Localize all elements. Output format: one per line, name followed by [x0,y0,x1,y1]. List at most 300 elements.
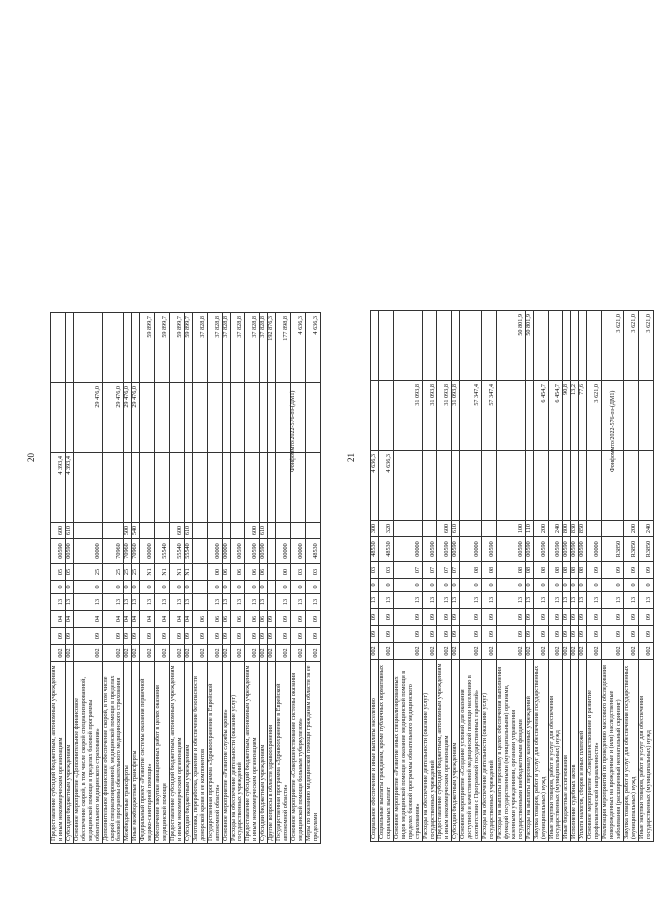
direction-code: 00590 [548,537,563,562]
item-name: Основное мероприятие «Дополнительное финансовое обеспечение скорой, в том числе скорой специализированной, медицинской помощи в пределах базовой программы обязательного медицинского страхования» [73,662,102,844]
amount: 4 636,3 [305,313,320,383]
subprogram-code: 0 [140,581,155,594]
subsection-code: 04 [155,611,170,628]
program-code: 13 [393,592,422,609]
grbs-code: 002 [548,643,563,660]
subprogram-code: 0 [563,579,571,592]
amount: 4 636,3 [291,313,306,383]
amount [638,381,653,451]
expense-type-code: 240 [548,521,563,537]
grbs-code: 002 [460,643,482,660]
subprogram-code: 0 [65,581,73,594]
subsection-code: 09 [602,609,624,626]
direction-code: 00590 [230,539,245,564]
direction-code: 00590 [452,537,460,562]
grbs-code: 002 [422,643,437,660]
direction-code: 00590 [525,537,533,562]
expense-type-code [155,523,170,539]
amount [482,451,497,521]
amount: 31 093,8 [393,381,422,451]
subprogram-code: 0 [207,581,222,594]
activity-code: 07 [452,562,460,579]
section-code: 09 [422,626,437,643]
subsection-code: 09 [437,609,452,626]
amount: 31 093,8 [422,381,437,451]
amount: 90,8 [563,381,571,451]
amount [587,311,602,381]
item-name: Иные бюджетные ассигнования [563,660,571,842]
amount [102,453,124,523]
grbs-code: 002 [184,645,192,662]
item-name: Расходы на обеспечение деятельности (оказание услуг) государственных учреждений [422,660,437,842]
table-row [638,311,653,842]
section-code: 09 [393,626,422,643]
section-code: 09 [291,628,306,645]
program-code: 13 [533,592,548,609]
subsection-code: 09 [571,609,579,626]
direction-code: 00590 [51,539,66,564]
activity-code: 08 [563,562,571,579]
activity-code: 06 [222,564,230,581]
amount [305,453,320,523]
activity-code: N1 [155,564,170,581]
program-code [268,594,276,611]
direction-code: 48530 [371,537,379,562]
expense-type-code: 610 [65,523,73,539]
direction-code [268,539,276,564]
item-name: Основное мероприятие «Развитие службы крови» [222,662,230,844]
program-code: 13 [563,592,571,609]
activity-code: 03 [291,564,306,581]
subsection-code: 09 [460,609,482,626]
amount [563,311,571,381]
subsection-code: 04 [170,611,185,628]
expense-type-code [140,523,155,539]
amount [525,381,533,451]
subprogram-code: 0 [222,581,230,594]
section-code: 09 [222,628,230,645]
activity-code: 00 [276,564,291,581]
subprogram-code: 0 [587,579,602,592]
table-row [51,313,66,844]
document-page-21 [320,0,652,902]
section-code: 09 [102,628,124,645]
subprogram-code: 0 [437,579,452,592]
table-row [73,313,102,844]
grbs-code: 002 [496,643,525,660]
program-code: 13 [579,592,587,609]
amount [51,313,66,383]
expense-type-code [602,521,624,537]
subprogram-code: 0 [496,579,525,592]
subsection-code: 09 [533,609,548,626]
item-name: Исполнение судебных актов [571,660,579,842]
page-number: 21 [346,453,356,462]
grbs-code: 002 [291,645,306,662]
subprogram-code: 0 [305,581,320,594]
table-row [192,313,207,844]
direction-code: 00000 [587,537,602,562]
item-name: Субсидии бюджетным учреждениям [184,662,192,844]
activity-code [192,564,207,581]
program-code: 13 [65,594,73,611]
grbs-code: 002 [222,645,230,662]
expense-type-code [192,523,207,539]
item-name: Предоставление субсидий бюджетным, автономным учреждениям и иным некоммерческим организациям [51,662,66,844]
table-row [230,313,245,844]
activity-code: 03 [371,562,379,579]
subprogram-code: 0 [602,579,624,592]
grbs-code: 002 [260,645,268,662]
subprogram-code: 0 [184,581,192,594]
table-row [623,311,638,842]
subsection-code: 09 [268,611,276,628]
direction-code: 48530 [305,539,320,564]
expense-type-code: 610 [260,523,268,539]
activity-code: 09 [602,562,624,579]
item-name: Субсидии бюджетным учреждениям [65,662,73,844]
item-name: Основное мероприятие «Совершенствование и развитие профилактической направленности» [587,660,602,842]
amount [170,383,185,453]
program-code: 13 [124,594,132,611]
amount [525,451,533,521]
amount: 37 828,8 [260,313,268,383]
table-row [276,313,291,844]
subprogram-code: 0 [51,581,66,594]
program-code: 13 [437,592,452,609]
amount [482,311,497,381]
amount [192,383,207,453]
direction-code: 00000 [291,539,306,564]
program-code: 13 [623,592,638,609]
amount [623,451,638,521]
activity-code: 07 [437,562,452,579]
section-code: 09 [533,626,548,643]
subprogram-code: 0 [230,581,245,594]
activity-code: N1 [184,564,192,581]
program-code: 13 [587,592,602,609]
amount [124,453,132,523]
amount [623,381,638,451]
activity-code: 08 [525,562,533,579]
item-name: Иные межбюджетные трансферты [132,662,140,844]
direction-code: 00590 [437,537,452,562]
activity-code: 00 [207,564,222,581]
subsection-code: 04 [73,611,102,628]
grbs-code: 002 [305,645,320,662]
item-name: Предоставление субсидий бюджетным, автономным учреждениям и иным некоммерческим организациям [170,662,185,844]
amount: 37 828,8 [192,313,207,383]
amount: 29 476,0 [102,383,124,453]
expense-type-code: 100 [496,521,525,537]
grbs-code: 002 [563,643,571,660]
amount: 31 093,8 [452,381,460,451]
amount: 4 636,3 [378,451,393,521]
item-name: Расходы на обеспечение деятельности (оказание услуг) государственных учреждений [230,662,245,844]
subprogram-code [192,581,207,594]
subprogram-code: 0 [460,579,482,592]
activity-code [268,564,276,581]
program-code: 13 [51,594,66,611]
activity-code: 08 [482,562,497,579]
item-name: Дополнительное финансовое обеспечение скорой, в том числе скорой специализированной, медицинской помощи в пределах базовой программы обязательного медицинского страхования [102,662,124,844]
grbs-code: 002 [533,643,548,660]
section-code: 09 [124,628,132,645]
subsection-code: 09 [623,609,638,626]
amount: 57 347,4 [482,381,497,451]
amount [184,453,192,523]
program-code: 13 [276,594,291,611]
activity-code: 06 [260,564,268,581]
subsection-code: 04 [51,611,66,628]
table-row [460,311,482,842]
expense-type-code: 240 [638,521,653,537]
amount [371,311,379,381]
amount [305,383,320,453]
subprogram-code: 0 [245,581,260,594]
amount [276,383,291,453]
subprogram-code: 0 [525,579,533,592]
activity-code: 09 [587,562,602,579]
document-code: Фонфоммто/2022-576-оз-(ДМ1) [290,390,296,472]
amount: 59 899,7 [140,313,155,383]
item-name: Заготовка, переработка, хранение и обеспечение безопасности донорской крови и ее компонентов [192,662,207,844]
amount [496,381,525,451]
item-name: Предоставление субсидий бюджетным, автономным учреждениям и иным некоммерческим организациям [437,660,452,842]
direction-code: 00590 [65,539,73,564]
activity-code: N1 [170,564,185,581]
activity-code: 09 [638,562,653,579]
amount [73,313,102,383]
grbs-code: 002 [571,643,579,660]
activity-code: 07 [393,562,422,579]
program-code [192,594,207,611]
activity-code: 03 [305,564,320,581]
expense-type-code [305,523,320,539]
amount: 57 347,4 [460,381,482,451]
subprogram-code: 0 [452,579,460,592]
expense-type-code [230,523,245,539]
amount: 37 828,8 [245,313,260,383]
activity-code: 08 [496,562,525,579]
program-code: 13 [155,594,170,611]
amount [230,453,245,523]
amount [268,383,276,453]
amount: 59 899,7 [184,313,192,383]
expense-type-code: 200 [533,521,548,537]
program-code: 13 [422,592,437,609]
grbs-code: 002 [525,643,533,660]
subsection-code: 06 [230,611,245,628]
grbs-code: 002 [102,645,124,662]
section-code: 09 [437,626,452,643]
amount [260,453,268,523]
direction-code: 00000 [222,539,230,564]
grbs-code: 002 [155,645,170,662]
subprogram-code [268,581,276,594]
subsection-code: 09 [371,609,379,626]
item-name: Основное мероприятие «Развитие иных специализированных видов медицинской помощи и оказание медицинской помощи в пределах базовой программы обязательного медицинского страхования» [393,660,422,842]
section-code: 09 [371,626,379,643]
grbs-code: 002 [51,645,66,662]
subprogram-code: 0 [482,579,497,592]
program-code: 13 [102,594,124,611]
section-code: 09 [51,628,66,645]
budget-table [50,312,321,844]
program-code: 13 [460,592,482,609]
subsection-code: 04 [140,611,155,628]
subsection-code: 09 [305,611,320,628]
amount [533,311,548,381]
amount [65,313,73,383]
table-row [548,311,563,842]
direction-code: 00000 [276,539,291,564]
section-code: 09 [230,628,245,645]
amount [222,383,230,453]
amount: 29 476,0 [124,383,132,453]
amount: 177 898,8 [276,313,291,383]
direction-code: 00590 [579,537,587,562]
item-name: Расходы на выплаты персоналу казенных учреждений [525,660,533,842]
program-code: 13 [222,594,230,611]
program-code: 13 [140,594,155,611]
expense-type-code [291,523,306,539]
program-code: 13 [638,592,653,609]
subsection-code: 06 [192,611,207,628]
direction-code: 00590 [422,537,437,562]
amount [452,451,460,521]
amount [533,451,548,521]
subsection-code: 09 [276,611,291,628]
expense-type-code [102,523,124,539]
section-code: 09 [192,628,207,645]
amount [422,311,437,381]
section-code: 09 [132,628,140,645]
amount: 6 454,7 [548,381,563,451]
section-code: 09 [587,626,602,643]
expense-type-code [73,523,102,539]
table-row [155,313,170,844]
program-code: 13 [73,594,102,611]
direction-code: 00000 [73,539,102,564]
amount [378,381,393,451]
item-name: Социальное обеспечение и иные выплаты населению [371,660,379,842]
expense-type-code: 110 [525,521,533,537]
program-code: 13 [291,594,306,611]
expense-type-code: 600 [51,523,66,539]
grbs-code: 002 [268,645,276,662]
subsection-code: 09 [548,609,563,626]
activity-code: 08 [579,562,587,579]
item-name: Другие вопросы в области здравоохранения [268,662,276,844]
item-name: Субсидии бюджетным учреждениям [260,662,268,844]
table-row [482,311,497,842]
section-code: 09 [260,628,268,645]
amount [192,453,207,523]
section-code: 09 [305,628,320,645]
activity-code: 07 [422,562,437,579]
grbs-code: 002 [73,645,102,662]
activity-code: 08 [548,562,563,579]
section-code: 09 [563,626,571,643]
item-name: Межбюджетные трансферты [124,662,132,844]
program-code: 13 [452,592,460,609]
expense-type-code [222,523,230,539]
amount: 37 828,8 [230,313,245,383]
expense-type-code [482,521,497,537]
program-code: 13 [378,592,393,609]
activity-code: 09 [623,562,638,579]
section-code: 09 [638,626,653,643]
program-code: 13 [371,592,379,609]
amount: 3 621,0 [638,311,653,381]
amount: 77,6 [579,381,587,451]
subprogram-code: 0 [579,579,587,592]
subprogram-code: 0 [170,581,185,594]
section-code: 09 [276,628,291,645]
table-row [496,311,525,842]
grbs-code: 002 [276,645,291,662]
amount: 4 393,4 [51,453,66,523]
grbs-code: 002 [140,645,155,662]
subprogram-code: 0 [155,581,170,594]
page-number: 20 [26,453,36,462]
expense-type-code: 850 [579,521,587,537]
amount [170,453,185,523]
amount [548,311,563,381]
section-code: 09 [571,626,579,643]
expense-type-code [393,521,422,537]
amount [437,311,452,381]
subsection-code: 06 [245,611,260,628]
expense-type-code: 600 [170,523,185,539]
direction-code: 55540 [184,539,192,564]
amount [140,383,155,453]
amount [437,451,452,521]
amount [155,453,170,523]
direction-code: 00000 [393,537,422,562]
amount: 3 621,0 [623,311,638,381]
activity-code: 06 [245,564,260,581]
amount: 37 828,8 [222,313,230,383]
subprogram-code: 0 [533,579,548,592]
table-row [245,313,260,844]
item-name: Обеспечение закупки авиационных работ в целях оказания медицинской помощи [155,662,170,844]
amount: 4 393,4 [65,453,73,523]
program-code: 13 [571,592,579,609]
subprogram-code: 0 [548,579,563,592]
amount [378,311,393,381]
expense-type-code: 610 [452,521,460,537]
activity-code: 25 [102,564,124,581]
grbs-code: 002 [371,643,379,660]
expense-type-code: 540 [132,523,140,539]
item-name: Государственная программа «Здравоохранение в Еврейской автономной области» [207,662,222,844]
direction-code: 00590 [245,539,260,564]
expense-type-code: 300 [371,521,379,537]
subprogram-code: 0 [102,581,124,594]
program-code: 13 [496,592,525,609]
direction-code: R3850 [602,537,624,562]
item-name: Уплата налогов, сборов и иных платежей [579,660,587,842]
table-row [393,311,422,842]
section-code: 09 [602,626,624,643]
table-row [378,311,393,842]
direction-code: 00000 [460,537,482,562]
activity-code: 06 [230,564,245,581]
expense-type-code: 800 [563,521,571,537]
grbs-code: 002 [623,643,638,660]
